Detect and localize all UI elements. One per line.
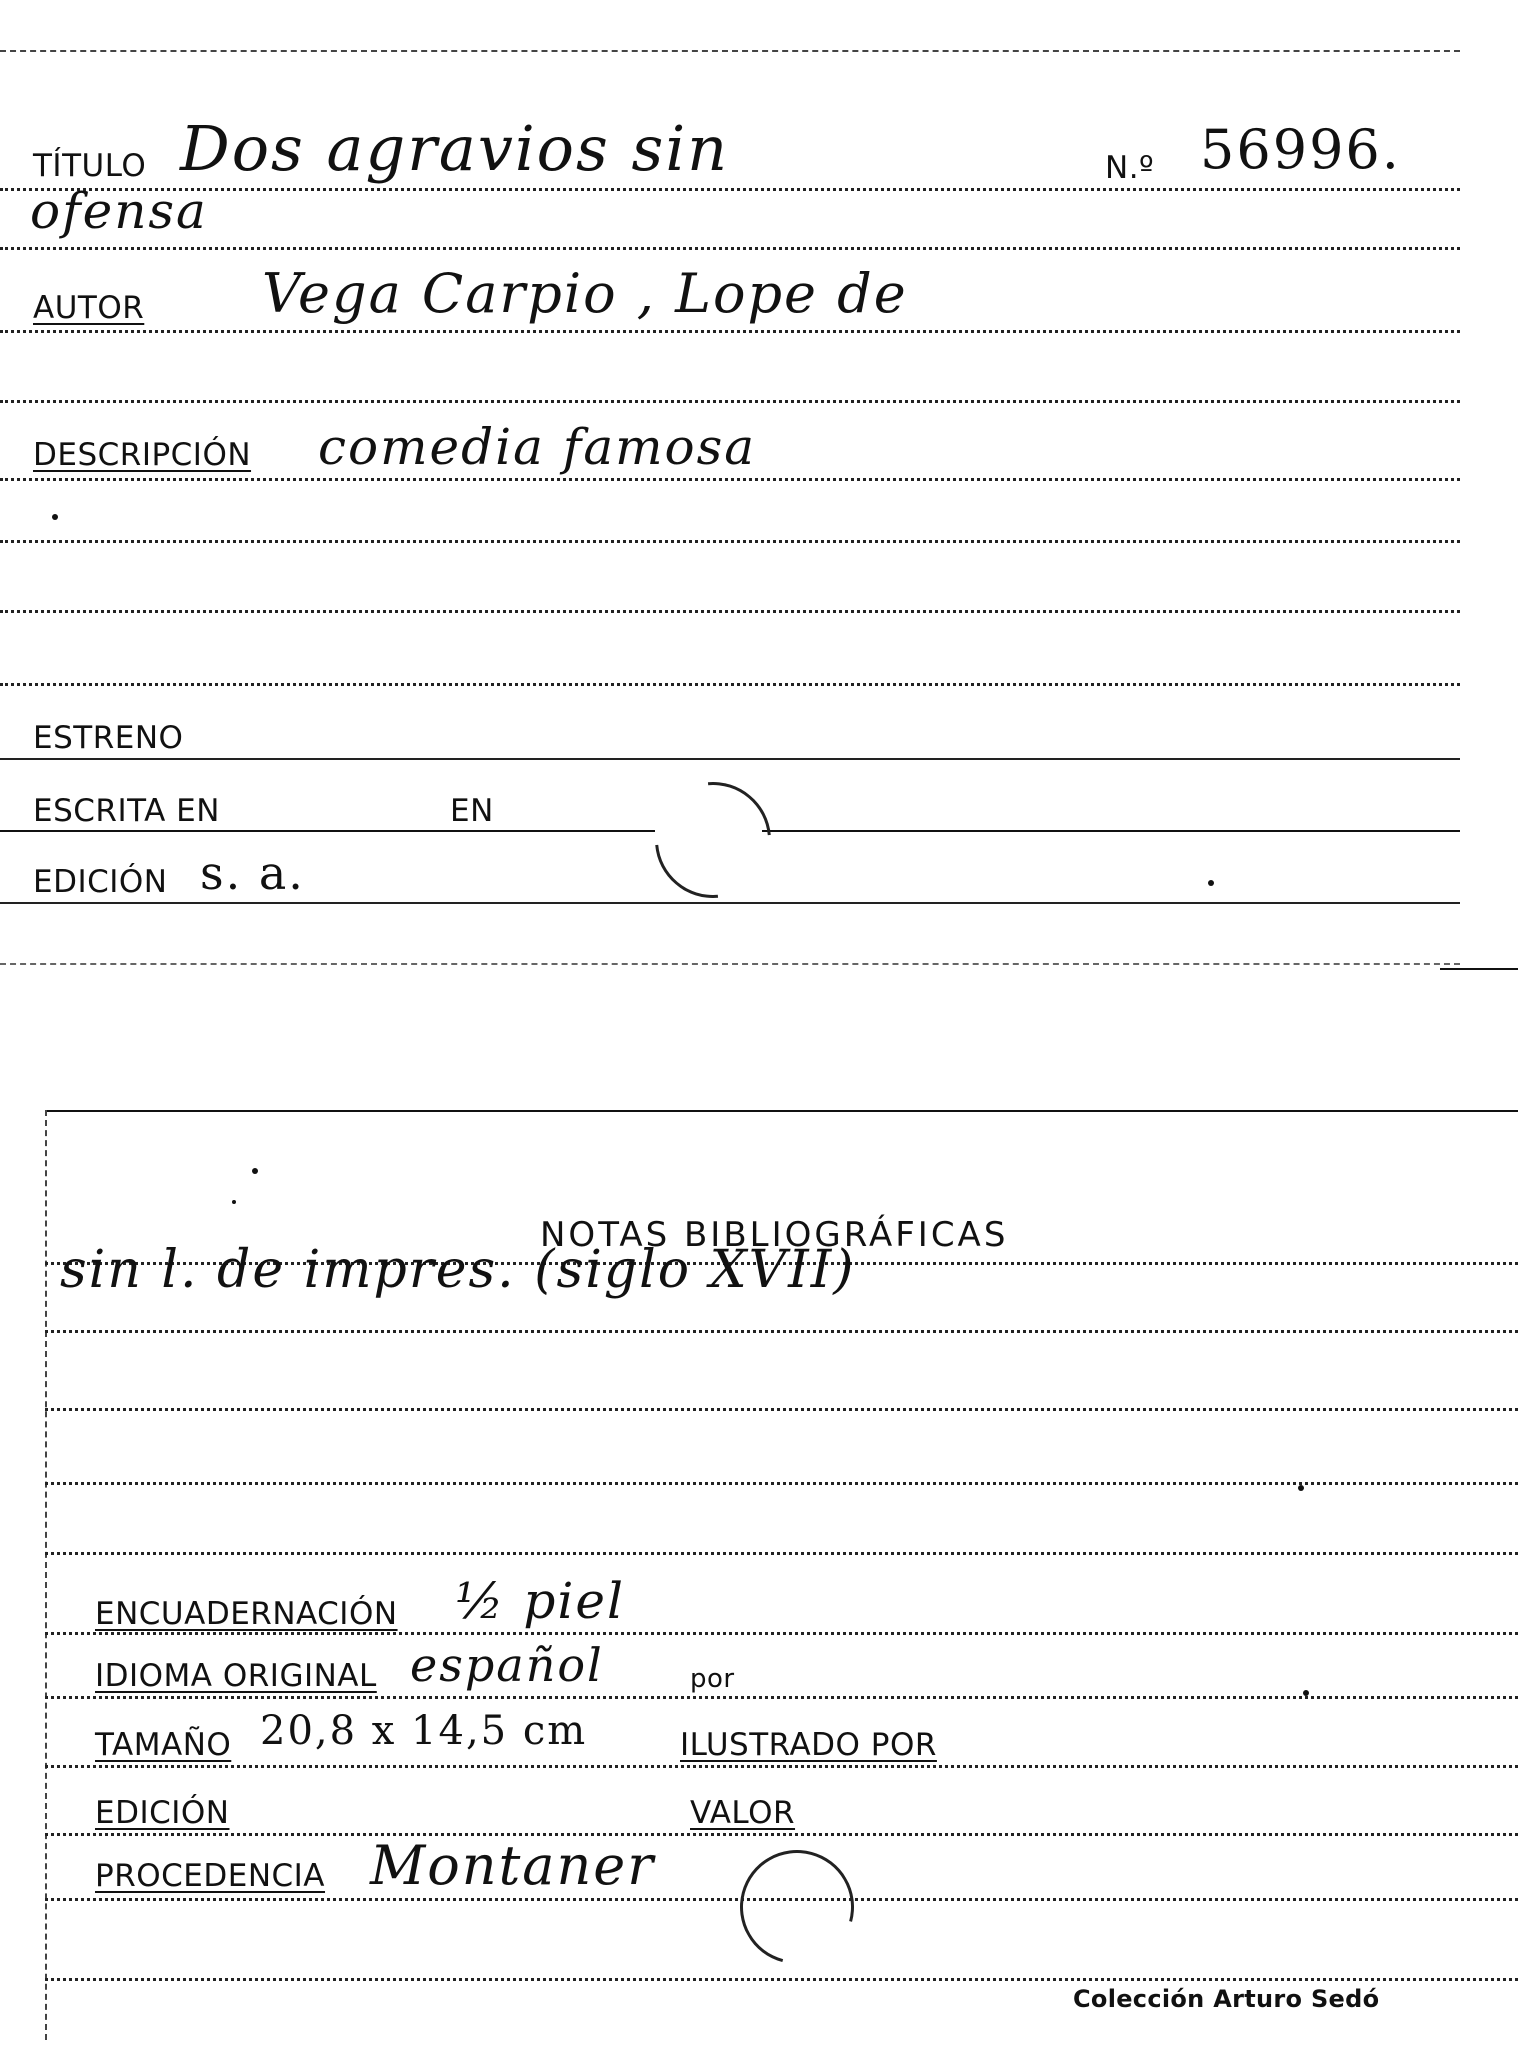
card-bottom-edge-right xyxy=(1440,968,1518,970)
autor-line xyxy=(0,330,1460,333)
ink-speck xyxy=(232,1200,236,1204)
edicion-label: EDICIÓN xyxy=(33,864,168,900)
valor-label: VALOR xyxy=(690,1795,796,1831)
edicion-value: s. a. xyxy=(200,846,305,900)
catalog-card-front xyxy=(0,0,1518,1000)
tamano-line xyxy=(45,1765,1518,1768)
ink-speck xyxy=(52,514,58,520)
escrita-line-left xyxy=(0,830,655,832)
blank-line-2 xyxy=(0,540,1460,543)
numero-label: N.º xyxy=(1105,150,1155,186)
ink-speck xyxy=(1303,1690,1309,1696)
titulo-cont-line xyxy=(0,247,1460,250)
estreno-label: ESTRENO xyxy=(33,720,184,756)
ink-speck xyxy=(1298,1485,1304,1491)
encuadernacion-line xyxy=(45,1632,1518,1635)
titulo-label: TÍTULO xyxy=(33,148,147,184)
ink-speck xyxy=(252,1168,258,1174)
edicion-back-label: EDICIÓN xyxy=(95,1795,230,1831)
coleccion-label: Colección Arturo Sedó xyxy=(1073,1985,1380,2013)
circular-stamp-front xyxy=(631,758,794,921)
card-bottom-edge xyxy=(0,963,1460,965)
escrita-line-right xyxy=(762,830,1460,832)
procedencia-value: Montaner xyxy=(370,1834,656,1897)
titulo-value: Dos agravios sin xyxy=(180,112,730,185)
notas-heading: NOTAS BIBLIOGRÁFICAS xyxy=(540,1215,1009,1255)
blank-line-3 xyxy=(0,610,1460,613)
blank-line-1 xyxy=(0,400,1460,403)
tamano-value: 20,8 x 14,5 cm xyxy=(260,1708,588,1754)
notas-line-2-rule xyxy=(45,1408,1518,1411)
procedencia-label: PROCEDENCIA xyxy=(95,1858,326,1894)
idioma-label: IDIOMA ORIGINAL xyxy=(95,1658,377,1694)
descripcion-value: comedia famosa xyxy=(318,418,757,476)
tamano-label: TAMAÑO xyxy=(95,1727,232,1763)
titulo-line xyxy=(0,188,1460,191)
escrita-label: ESCRITA EN xyxy=(33,793,220,829)
bottom-rule xyxy=(45,1978,1518,1981)
encuadernacion-label: ENCUADERNACIÓN xyxy=(95,1596,398,1632)
idioma-value: español xyxy=(410,1638,604,1692)
back-card-top-edge xyxy=(45,1110,1518,1112)
catalog-card-back xyxy=(0,1000,1518,2056)
por-label: por xyxy=(690,1664,735,1694)
notas-line-4-rule xyxy=(45,1552,1518,1555)
encuadernacion-value: ½ piel xyxy=(455,1572,625,1630)
card-top-edge xyxy=(0,50,1460,52)
descripcion-label: DESCRIPCIÓN xyxy=(33,437,252,473)
edicion-valor-line xyxy=(45,1833,1518,1836)
en-label: EN xyxy=(450,793,494,829)
ilustrado-label: ILUSTRADO POR xyxy=(680,1727,937,1763)
idioma-line xyxy=(45,1696,1518,1699)
ink-speck xyxy=(1208,880,1214,886)
titulo-value-cont: ofensa xyxy=(30,182,208,240)
edicion-line xyxy=(0,902,1460,904)
autor-label: AUTOR xyxy=(33,290,145,326)
blank-line-4 xyxy=(0,683,1460,686)
notas-line-3-rule xyxy=(45,1482,1518,1485)
descripcion-line xyxy=(0,478,1460,481)
notas-line-1-rule xyxy=(45,1330,1518,1333)
numero-value: 56996. xyxy=(1200,118,1401,181)
autor-value: Vega Carpio , Lope de xyxy=(262,262,908,325)
circular-stamp-back xyxy=(719,1829,875,1985)
notas-line-1: sin l. de impres. (siglo XVII) xyxy=(60,1240,856,1300)
estreno-line xyxy=(0,758,1460,760)
